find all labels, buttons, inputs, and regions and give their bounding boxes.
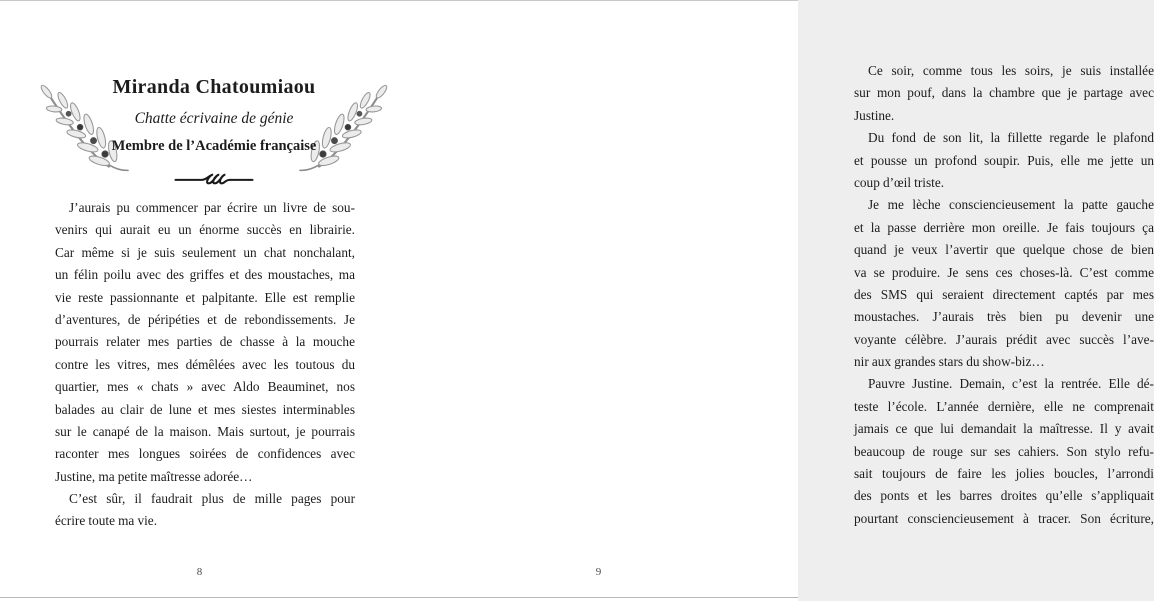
paragraph [854, 127, 1154, 194]
text-line: pourtant consciencieusement à tracer. Son écriture, [854, 510, 1154, 526]
text-line: Justine, ma petite maîtresse adorée… [55, 468, 253, 484]
page-left [0, 0, 399, 601]
text-line: beaucoup de rouge sur ses cahiers. Son stylo refu- [854, 443, 1154, 459]
flourish-divider-icon [36, 170, 392, 193]
text-line: venirs qui aurait eu un énorme succès en librairie. [55, 222, 355, 238]
text-line: Du fond de son lit, la fillette regarde le plafond [868, 130, 1154, 146]
text-line: contre les vitres, mes démêlées avec les toutous du [55, 356, 355, 372]
text-line: des SMS qui seraient directement captés par mes [854, 286, 1154, 302]
author-header [36, 70, 392, 195]
text-line: et la passe derrière mon oreille. Je fais toujours ça [854, 219, 1154, 235]
text-line: moustaches. J’aurais très bien pu devenir une [854, 309, 1154, 325]
text-line: pourrais relater mes parties de chasse à la mouche [55, 334, 355, 350]
text-line: coup d’œil triste. [854, 174, 945, 190]
text-line: écrire toute ma vie. [55, 513, 158, 529]
text-line: Je me lèche consciencieusement la patte gauche [868, 197, 1154, 213]
page-right [399, 0, 1154, 601]
text-line: C’est sûr, il faudrait plus de mille pages pour [69, 491, 355, 507]
window-bottom-border [0, 597, 798, 598]
text-line: d’aventures, de péripéties et de rebondissements. Je [55, 311, 355, 327]
text-line: teste l’école. L’année dernière, elle ne comprenait [854, 398, 1154, 414]
text-line: jamais ce que lui demandait la maîtresse. Il y avait [854, 421, 1154, 437]
text-line: sait toujours de faire les jolies boucles, l’arrondi [854, 466, 1154, 482]
text-line: sur le canapé de la maison. Mais surtout, je pourrais [55, 423, 355, 439]
author-subtitle: Chatte écrivaine de génie [134, 110, 294, 127]
text-line: Ce soir, comme tous les soirs, je suis installée [868, 63, 1154, 78]
text-line: vie reste passionnante et palpitante. Elle est remplie [55, 289, 355, 305]
text-line: des ponts et les barres droites qu’elle s’appliquait [854, 488, 1154, 504]
text-line: un félin poilu avec des griffes et des moustaches, ma [55, 267, 355, 283]
author-name: Miranda Chatoumiaou [112, 76, 316, 98]
text-line: nir aux grandes stars du show-biz… [854, 354, 1045, 370]
text-line: balades au clair de lune et mes siestes interminables [55, 401, 355, 417]
text-line: sur mon pouf, dans la chambre que je partage avec [854, 85, 1154, 101]
author-affiliation: Membre de l’Académie française [111, 138, 317, 154]
paragraph [854, 194, 1154, 373]
text-line: Pauvre Justine. Demain, c’est la rentrée. Elle dé- [868, 376, 1154, 392]
body-text-left [55, 197, 355, 533]
paragraph [55, 197, 355, 488]
paragraph [854, 60, 1154, 127]
page-number-right: 9 [595, 566, 602, 578]
text-line: quartier, mes « chats » avec Aldo Beauminet, nos [55, 379, 355, 395]
text-line: Car même si je suis seulement un chat nonchalant, [55, 244, 355, 260]
text-line: et pousse un profond soupir. Puis, elle me jette un [854, 152, 1154, 168]
text-line: raconter mes longues soirées de confidences avec [55, 446, 355, 462]
paragraph [55, 488, 355, 533]
paragraph [854, 373, 1154, 530]
body-text-right [854, 60, 1154, 530]
page-number-left: 8 [196, 566, 203, 578]
text-line: va se produire. Je sens ces choses-là. C’est comme [854, 264, 1154, 280]
text-line: J’aurais pu commencer par écrire un livre de sou- [69, 200, 355, 215]
text-line: voyante célèbre. J’aurais prédit avec succès l’ave- [854, 331, 1154, 347]
text-line: Justine. [854, 107, 895, 123]
text-line: quand je veux l’avertir que quelque chose de bien [854, 242, 1154, 258]
